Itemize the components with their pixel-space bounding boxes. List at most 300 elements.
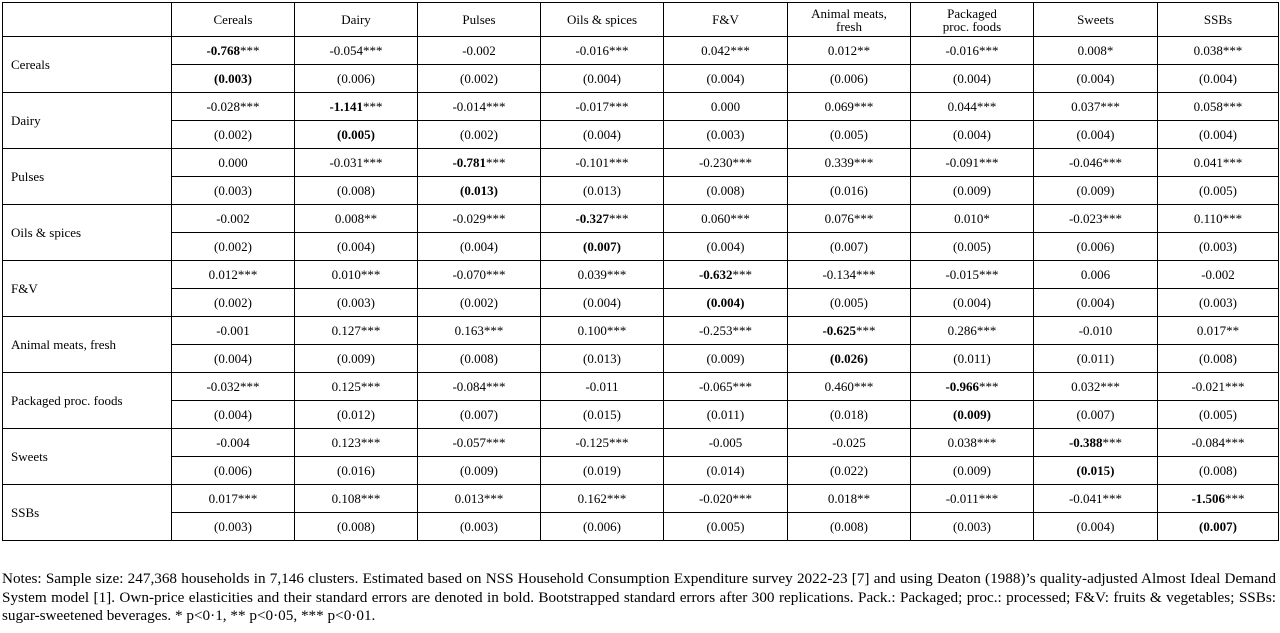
column-header: F&V bbox=[664, 3, 788, 37]
significance-stars: * bbox=[983, 211, 990, 226]
coefficient-cell bbox=[911, 261, 1034, 289]
significance-stars: *** bbox=[363, 99, 383, 114]
coefficient-cell bbox=[172, 261, 295, 289]
standard-error-cell: (0.004) bbox=[664, 289, 788, 317]
standard-error-cell: (0.004) bbox=[1034, 121, 1158, 149]
coefficient-cell bbox=[541, 373, 664, 401]
coefficient-cell bbox=[1034, 429, 1158, 457]
coefficient-cell bbox=[295, 261, 418, 289]
standard-error-cell: (0.012) bbox=[295, 401, 418, 429]
significance-stars: *** bbox=[730, 43, 750, 58]
coefficient-value: -0.011 bbox=[945, 491, 979, 506]
significance-stars: *** bbox=[978, 491, 999, 506]
coefficient-cell bbox=[911, 373, 1034, 401]
coefficient-cell bbox=[788, 373, 911, 401]
column-header: Sweets bbox=[1034, 3, 1158, 37]
coefficient-cell bbox=[788, 93, 911, 121]
coefficient-value: 0.110 bbox=[1193, 211, 1223, 226]
standard-error-cell: (0.009) bbox=[664, 345, 788, 373]
standard-error-cell: (0.008) bbox=[788, 513, 911, 541]
row-header: Cereals bbox=[3, 37, 172, 93]
standard-error-row bbox=[3, 401, 1279, 429]
significance-stars: *** bbox=[1222, 155, 1243, 170]
standard-error-cell: (0.004) bbox=[1158, 121, 1279, 149]
coefficient-value: 0.460 bbox=[824, 379, 854, 394]
coefficient-value: 0.017 bbox=[208, 491, 238, 506]
significance-stars: *** bbox=[856, 323, 876, 338]
standard-error-cell: (0.004) bbox=[911, 289, 1034, 317]
coefficient-cell bbox=[541, 429, 664, 457]
coefficient-value: -0.028 bbox=[206, 99, 241, 114]
coefficient-value: -0.031 bbox=[329, 155, 364, 170]
standard-error-row bbox=[3, 121, 1279, 149]
coefficient-value: -0.032 bbox=[206, 379, 241, 394]
coefficient-value: 0.010 bbox=[331, 267, 361, 282]
coefficient-cell bbox=[664, 205, 788, 233]
standard-error-cell: (0.005) bbox=[664, 513, 788, 541]
significance-stars: *** bbox=[1222, 99, 1243, 114]
standard-error-cell: (0.004) bbox=[1158, 65, 1279, 93]
coefficient-cell bbox=[911, 205, 1034, 233]
significance-stars: *** bbox=[237, 491, 258, 506]
coefficient-cell bbox=[788, 37, 911, 65]
standard-error-cell: (0.006) bbox=[1034, 233, 1158, 261]
coefficient-cell bbox=[911, 37, 1034, 65]
coefficient-value: 0.162 bbox=[577, 491, 607, 506]
significance-stars: *** bbox=[1102, 435, 1123, 450]
standard-error-row bbox=[3, 177, 1279, 205]
standard-error-cell: (0.007) bbox=[1034, 401, 1158, 429]
coefficient-cell bbox=[911, 149, 1034, 177]
coefficient-cell bbox=[664, 149, 788, 177]
coefficient-value: -0.011 bbox=[585, 379, 619, 394]
coefficient-value: 0.108 bbox=[331, 491, 361, 506]
standard-error-cell: (0.004) bbox=[418, 233, 541, 261]
coefficient-value: 0.125 bbox=[331, 379, 361, 394]
coefficient-cell bbox=[295, 149, 418, 177]
standard-error-cell: (0.006) bbox=[541, 513, 664, 541]
column-header: Pulses bbox=[418, 3, 541, 37]
elasticity-table bbox=[2, 2, 1279, 541]
significance-stars: *** bbox=[732, 491, 753, 506]
significance-stars: *** bbox=[1225, 435, 1245, 450]
standard-error-cell: (0.008) bbox=[1158, 345, 1279, 373]
coefficient-value: 0.017 bbox=[1196, 323, 1227, 338]
coefficient-cell bbox=[788, 317, 911, 345]
standard-error-cell: (0.003) bbox=[418, 513, 541, 541]
coefficient-cell bbox=[295, 93, 418, 121]
coefficient-cell bbox=[1158, 429, 1279, 457]
coefficient-cell bbox=[541, 205, 664, 233]
coefficient-value: -0.046 bbox=[1068, 155, 1103, 170]
coefficient-cell bbox=[788, 429, 911, 457]
standard-error-cell: (0.004) bbox=[911, 65, 1034, 93]
coefficient-value: 0.127 bbox=[331, 323, 361, 338]
coefficient-value: -0.017 bbox=[575, 99, 610, 114]
coefficient-value: 0.018 bbox=[827, 491, 858, 506]
row-header: Packaged proc. foods bbox=[3, 373, 172, 429]
coefficient-value: -0.327 bbox=[575, 211, 610, 226]
standard-error-cell: (0.003) bbox=[911, 513, 1034, 541]
coefficient-value: 0.163 bbox=[454, 323, 484, 338]
standard-error-cell: (0.007) bbox=[788, 233, 911, 261]
coefficient-value: -0.041 bbox=[1068, 491, 1103, 506]
coefficient-value: -0.002 bbox=[216, 211, 250, 226]
column-header: Packaged proc. foods bbox=[911, 3, 1034, 37]
significance-stars: *** bbox=[240, 379, 260, 394]
significance-stars: *** bbox=[853, 155, 874, 170]
coefficient-cell bbox=[788, 261, 911, 289]
coefficient-value: -0.065 bbox=[698, 379, 733, 394]
standard-error-row bbox=[3, 513, 1279, 541]
significance-stars: *** bbox=[853, 211, 874, 226]
significance-stars: *** bbox=[979, 155, 999, 170]
standard-error-cell: (0.006) bbox=[172, 457, 295, 485]
coefficient-value: 0.012 bbox=[208, 267, 238, 282]
coefficient-cell bbox=[1034, 93, 1158, 121]
significance-stars: *** bbox=[856, 267, 876, 282]
coefficient-cell bbox=[418, 205, 541, 233]
significance-stars: ** bbox=[364, 211, 378, 226]
significance-stars: *** bbox=[609, 211, 629, 226]
coefficient-value: -1.141 bbox=[329, 99, 364, 114]
standard-error-cell: (0.002) bbox=[418, 289, 541, 317]
significance-stars: *** bbox=[976, 435, 997, 450]
standard-error-cell: (0.004) bbox=[541, 65, 664, 93]
coefficient-value: -0.025 bbox=[832, 435, 866, 450]
significance-stars: *** bbox=[1225, 491, 1245, 506]
coefficient-value: 0.042 bbox=[701, 43, 731, 58]
coefficient-cell bbox=[1034, 149, 1158, 177]
standard-error-cell: (0.007) bbox=[418, 401, 541, 429]
significance-stars: *** bbox=[240, 99, 260, 114]
coefficient-value: 0.044 bbox=[947, 99, 977, 114]
standard-error-cell: (0.011) bbox=[1034, 345, 1158, 373]
coefficient-row bbox=[3, 261, 1279, 289]
standard-error-cell: (0.009) bbox=[295, 345, 418, 373]
significance-stars: *** bbox=[486, 155, 506, 170]
significance-stars: *** bbox=[1102, 155, 1123, 170]
coefficient-row bbox=[3, 373, 1279, 401]
coefficient-value: -0.134 bbox=[822, 267, 857, 282]
significance-stars: *** bbox=[730, 211, 750, 226]
coefficient-value: -0.029 bbox=[452, 211, 487, 226]
significance-stars: ** bbox=[1226, 323, 1240, 338]
coefficient-row bbox=[3, 93, 1279, 121]
row-header: Animal meats, fresh bbox=[3, 317, 172, 373]
coefficient-value: 0.006 bbox=[1080, 267, 1111, 282]
coefficient-value: -0.781 bbox=[452, 155, 487, 170]
standard-error-cell: (0.004) bbox=[664, 233, 788, 261]
coefficient-value: -0.010 bbox=[1078, 323, 1113, 338]
significance-stars: *** bbox=[609, 435, 629, 450]
coefficient-value: -0.016 bbox=[945, 43, 980, 58]
coefficient-cell bbox=[172, 373, 295, 401]
coefficient-value: 0.339 bbox=[824, 155, 854, 170]
coefficient-value: -0.388 bbox=[1068, 435, 1103, 450]
coefficient-cell bbox=[541, 93, 664, 121]
standard-error-cell: (0.005) bbox=[788, 289, 911, 317]
coefficient-cell bbox=[418, 317, 541, 345]
standard-error-cell: (0.013) bbox=[541, 177, 664, 205]
significance-stars: *** bbox=[1222, 43, 1243, 58]
standard-error-cell: (0.011) bbox=[664, 401, 788, 429]
coefficient-cell bbox=[664, 37, 788, 65]
coefficient-value: -0.101 bbox=[575, 155, 610, 170]
row-header: Sweets bbox=[3, 429, 172, 485]
coefficient-value: 0.286 bbox=[947, 323, 977, 338]
coefficient-cell bbox=[172, 485, 295, 513]
coefficient-value: -0.253 bbox=[698, 323, 733, 338]
significance-stars: *** bbox=[486, 435, 506, 450]
coefficient-cell bbox=[911, 485, 1034, 513]
standard-error-cell: (0.004) bbox=[664, 65, 788, 93]
coefficient-cell bbox=[664, 317, 788, 345]
coefficient-cell bbox=[1158, 317, 1279, 345]
standard-error-cell: (0.022) bbox=[788, 457, 911, 485]
standard-error-cell: (0.006) bbox=[788, 65, 911, 93]
coefficient-value: 0.000 bbox=[710, 99, 741, 114]
coefficient-cell bbox=[1034, 37, 1158, 65]
significance-stars: *** bbox=[606, 491, 627, 506]
standard-error-cell: (0.005) bbox=[911, 233, 1034, 261]
coefficient-cell bbox=[172, 37, 295, 65]
standard-error-cell: (0.015) bbox=[1034, 457, 1158, 485]
coefficient-value: 0.038 bbox=[1193, 43, 1223, 58]
significance-stars: *** bbox=[486, 379, 506, 394]
coefficient-cell bbox=[295, 37, 418, 65]
coefficient-cell bbox=[1034, 485, 1158, 513]
coefficient-value: -0.084 bbox=[1191, 435, 1226, 450]
significance-stars: *** bbox=[979, 43, 999, 58]
coefficient-value: -0.023 bbox=[1068, 211, 1103, 226]
standard-error-cell: (0.009) bbox=[1034, 177, 1158, 205]
standard-error-cell: (0.009) bbox=[911, 401, 1034, 429]
standard-error-cell: (0.004) bbox=[295, 233, 418, 261]
coefficient-value: -0.057 bbox=[452, 435, 487, 450]
coefficient-value: -0.632 bbox=[698, 267, 733, 282]
standard-error-cell: (0.013) bbox=[418, 177, 541, 205]
significance-stars: ** bbox=[857, 491, 871, 506]
coefficient-cell bbox=[418, 93, 541, 121]
row-header: Dairy bbox=[3, 93, 172, 149]
header-row bbox=[3, 3, 1279, 37]
coefficient-value: 0.041 bbox=[1193, 155, 1223, 170]
coefficient-cell bbox=[541, 485, 664, 513]
corner-cell bbox=[3, 3, 172, 37]
standard-error-row bbox=[3, 65, 1279, 93]
coefficient-cell bbox=[418, 373, 541, 401]
standard-error-cell: (0.004) bbox=[1034, 65, 1158, 93]
standard-error-cell: (0.019) bbox=[541, 457, 664, 485]
standard-error-cell: (0.002) bbox=[172, 121, 295, 149]
coefficient-cell bbox=[1158, 261, 1279, 289]
coefficient-cell bbox=[664, 429, 788, 457]
standard-error-cell: (0.009) bbox=[911, 457, 1034, 485]
coefficient-value: 0.008 bbox=[334, 211, 365, 226]
coefficient-cell bbox=[1158, 149, 1279, 177]
significance-stars: *** bbox=[606, 267, 627, 282]
coefficient-cell bbox=[664, 373, 788, 401]
standard-error-cell: (0.008) bbox=[295, 513, 418, 541]
standard-error-cell: (0.003) bbox=[295, 289, 418, 317]
standard-error-cell: (0.015) bbox=[541, 401, 664, 429]
coefficient-value: -0.014 bbox=[452, 99, 487, 114]
coefficient-cell bbox=[1158, 373, 1279, 401]
coefficient-value: -0.084 bbox=[452, 379, 487, 394]
significance-stars: *** bbox=[609, 99, 629, 114]
coefficient-value: 0.013 bbox=[454, 491, 484, 506]
coefficient-cell bbox=[1034, 317, 1158, 345]
standard-error-cell: (0.026) bbox=[788, 345, 911, 373]
significance-stars: *** bbox=[1222, 211, 1243, 226]
significance-stars: ** bbox=[857, 43, 871, 58]
coefficient-cell bbox=[295, 373, 418, 401]
coefficient-value: -0.001 bbox=[216, 323, 250, 338]
coefficient-cell bbox=[1158, 205, 1279, 233]
standard-error-cell: (0.003) bbox=[1158, 289, 1279, 317]
significance-stars: *** bbox=[1102, 211, 1123, 226]
coefficient-cell bbox=[664, 93, 788, 121]
coefficient-cell bbox=[1034, 261, 1158, 289]
standard-error-cell: (0.013) bbox=[541, 345, 664, 373]
significance-stars: *** bbox=[732, 323, 753, 338]
significance-stars: *** bbox=[1102, 491, 1123, 506]
significance-stars: *** bbox=[363, 155, 383, 170]
coefficient-value: 0.069 bbox=[824, 99, 854, 114]
significance-stars: *** bbox=[1100, 99, 1120, 114]
standard-error-row bbox=[3, 233, 1279, 261]
significance-stars: *** bbox=[1225, 379, 1245, 394]
coefficient-cell bbox=[664, 485, 788, 513]
coefficient-cell bbox=[295, 205, 418, 233]
row-header: F&V bbox=[3, 261, 172, 317]
row-header: SSBs bbox=[3, 485, 172, 541]
coefficient-value: -0.625 bbox=[822, 323, 857, 338]
table-body bbox=[3, 37, 1279, 541]
coefficient-cell bbox=[418, 429, 541, 457]
coefficient-cell bbox=[172, 149, 295, 177]
coefficient-cell bbox=[911, 429, 1034, 457]
standard-error-cell: (0.008) bbox=[1158, 457, 1279, 485]
standard-error-cell: (0.016) bbox=[295, 457, 418, 485]
coefficient-cell bbox=[172, 317, 295, 345]
standard-error-cell: (0.002) bbox=[172, 233, 295, 261]
coefficient-cell bbox=[541, 261, 664, 289]
coefficient-cell bbox=[418, 37, 541, 65]
coefficient-cell bbox=[172, 205, 295, 233]
coefficient-row bbox=[3, 205, 1279, 233]
row-header: Oils & spices bbox=[3, 205, 172, 261]
coefficient-cell bbox=[1158, 93, 1279, 121]
coefficient-cell bbox=[1034, 205, 1158, 233]
coefficient-value: 0.123 bbox=[331, 435, 361, 450]
coefficient-cell bbox=[418, 485, 541, 513]
coefficient-value: 0.039 bbox=[577, 267, 607, 282]
coefficient-value: 0.012 bbox=[827, 43, 858, 58]
coefficient-value: -0.004 bbox=[216, 435, 250, 450]
coefficient-value: -0.768 bbox=[206, 43, 241, 58]
standard-error-cell: (0.004) bbox=[541, 289, 664, 317]
coefficient-value: 0.060 bbox=[701, 211, 731, 226]
standard-error-cell: (0.005) bbox=[1158, 177, 1279, 205]
standard-error-cell: (0.008) bbox=[664, 177, 788, 205]
standard-error-row bbox=[3, 345, 1279, 373]
coefficient-cell bbox=[418, 149, 541, 177]
standard-error-cell: (0.009) bbox=[418, 457, 541, 485]
coefficient-value: -0.005 bbox=[708, 435, 743, 450]
standard-error-cell: (0.003) bbox=[172, 177, 295, 205]
significance-stars: *** bbox=[363, 43, 383, 58]
standard-error-cell: (0.009) bbox=[911, 177, 1034, 205]
row-header: Pulses bbox=[3, 149, 172, 205]
coefficient-value: 0.010 bbox=[954, 211, 984, 226]
standard-error-cell: (0.003) bbox=[1158, 233, 1279, 261]
significance-stars: *** bbox=[732, 155, 753, 170]
standard-error-cell: (0.008) bbox=[295, 177, 418, 205]
significance-stars: *** bbox=[976, 323, 997, 338]
coefficient-value: -0.054 bbox=[329, 43, 364, 58]
table-notes: Notes: Sample size: 247,368 households in 7,146 clusters. Estimated based on NSS Household Consumption Expenditure survey 2022-23 [7] and using Deaton (1988)’s quality-adjusted Almost Ideal Demand System model [1]. Own-price elasticities and their standard errors are denoted in bold. Bootstrapped standard errors after 300 replications. Pack.: Packaged; proc.: processed; F&V: fruits & vegetables; SSBs: sugar-sweetened beverages. * p<0·1, ** p<0·05, *** p<0·01. bbox=[2, 570, 1276, 624]
column-header: Animal meats, fresh bbox=[788, 3, 911, 37]
standard-error-row bbox=[3, 457, 1279, 485]
coefficient-cell bbox=[172, 93, 295, 121]
coefficient-row bbox=[3, 149, 1279, 177]
significance-stars: *** bbox=[360, 267, 381, 282]
significance-stars: *** bbox=[979, 267, 999, 282]
coefficient-row bbox=[3, 485, 1279, 513]
coefficient-cell bbox=[664, 261, 788, 289]
coefficient-cell bbox=[788, 485, 911, 513]
coefficient-cell bbox=[541, 149, 664, 177]
coefficient-value: 0.037 bbox=[1071, 99, 1101, 114]
coefficient-value: -0.125 bbox=[575, 435, 610, 450]
coefficient-value: 0.038 bbox=[947, 435, 977, 450]
coefficient-value: -0.020 bbox=[698, 491, 733, 506]
standard-error-cell: (0.005) bbox=[1158, 401, 1279, 429]
coefficient-cell bbox=[172, 429, 295, 457]
coefficient-cell bbox=[541, 37, 664, 65]
standard-error-cell: (0.004) bbox=[1034, 289, 1158, 317]
significance-stars: *** bbox=[486, 211, 506, 226]
column-header: SSBs bbox=[1158, 3, 1279, 37]
standard-error-cell: (0.004) bbox=[172, 345, 295, 373]
coefficient-cell bbox=[295, 429, 418, 457]
coefficient-row bbox=[3, 37, 1279, 65]
standard-error-cell: (0.006) bbox=[295, 65, 418, 93]
coefficient-cell bbox=[541, 317, 664, 345]
standard-error-cell: (0.005) bbox=[788, 121, 911, 149]
coefficient-value: -0.002 bbox=[462, 43, 496, 58]
significance-stars: *** bbox=[483, 323, 504, 338]
coefficient-cell bbox=[418, 261, 541, 289]
significance-stars: *** bbox=[979, 379, 999, 394]
coefficient-value: 0.058 bbox=[1193, 99, 1223, 114]
coefficient-value: -0.015 bbox=[945, 267, 980, 282]
coefficient-value: -0.230 bbox=[698, 155, 733, 170]
coefficient-value: -0.966 bbox=[945, 379, 980, 394]
significance-stars: * bbox=[1106, 43, 1114, 58]
significance-stars: *** bbox=[360, 491, 381, 506]
significance-stars: *** bbox=[609, 43, 629, 58]
standard-error-cell: (0.003) bbox=[172, 513, 295, 541]
coefficient-value: -0.091 bbox=[945, 155, 980, 170]
coefficient-cell bbox=[788, 149, 911, 177]
coefficient-value: 0.008 bbox=[1077, 43, 1107, 58]
significance-stars: *** bbox=[360, 323, 381, 338]
significance-stars: *** bbox=[732, 379, 753, 394]
significance-stars: *** bbox=[609, 155, 629, 170]
